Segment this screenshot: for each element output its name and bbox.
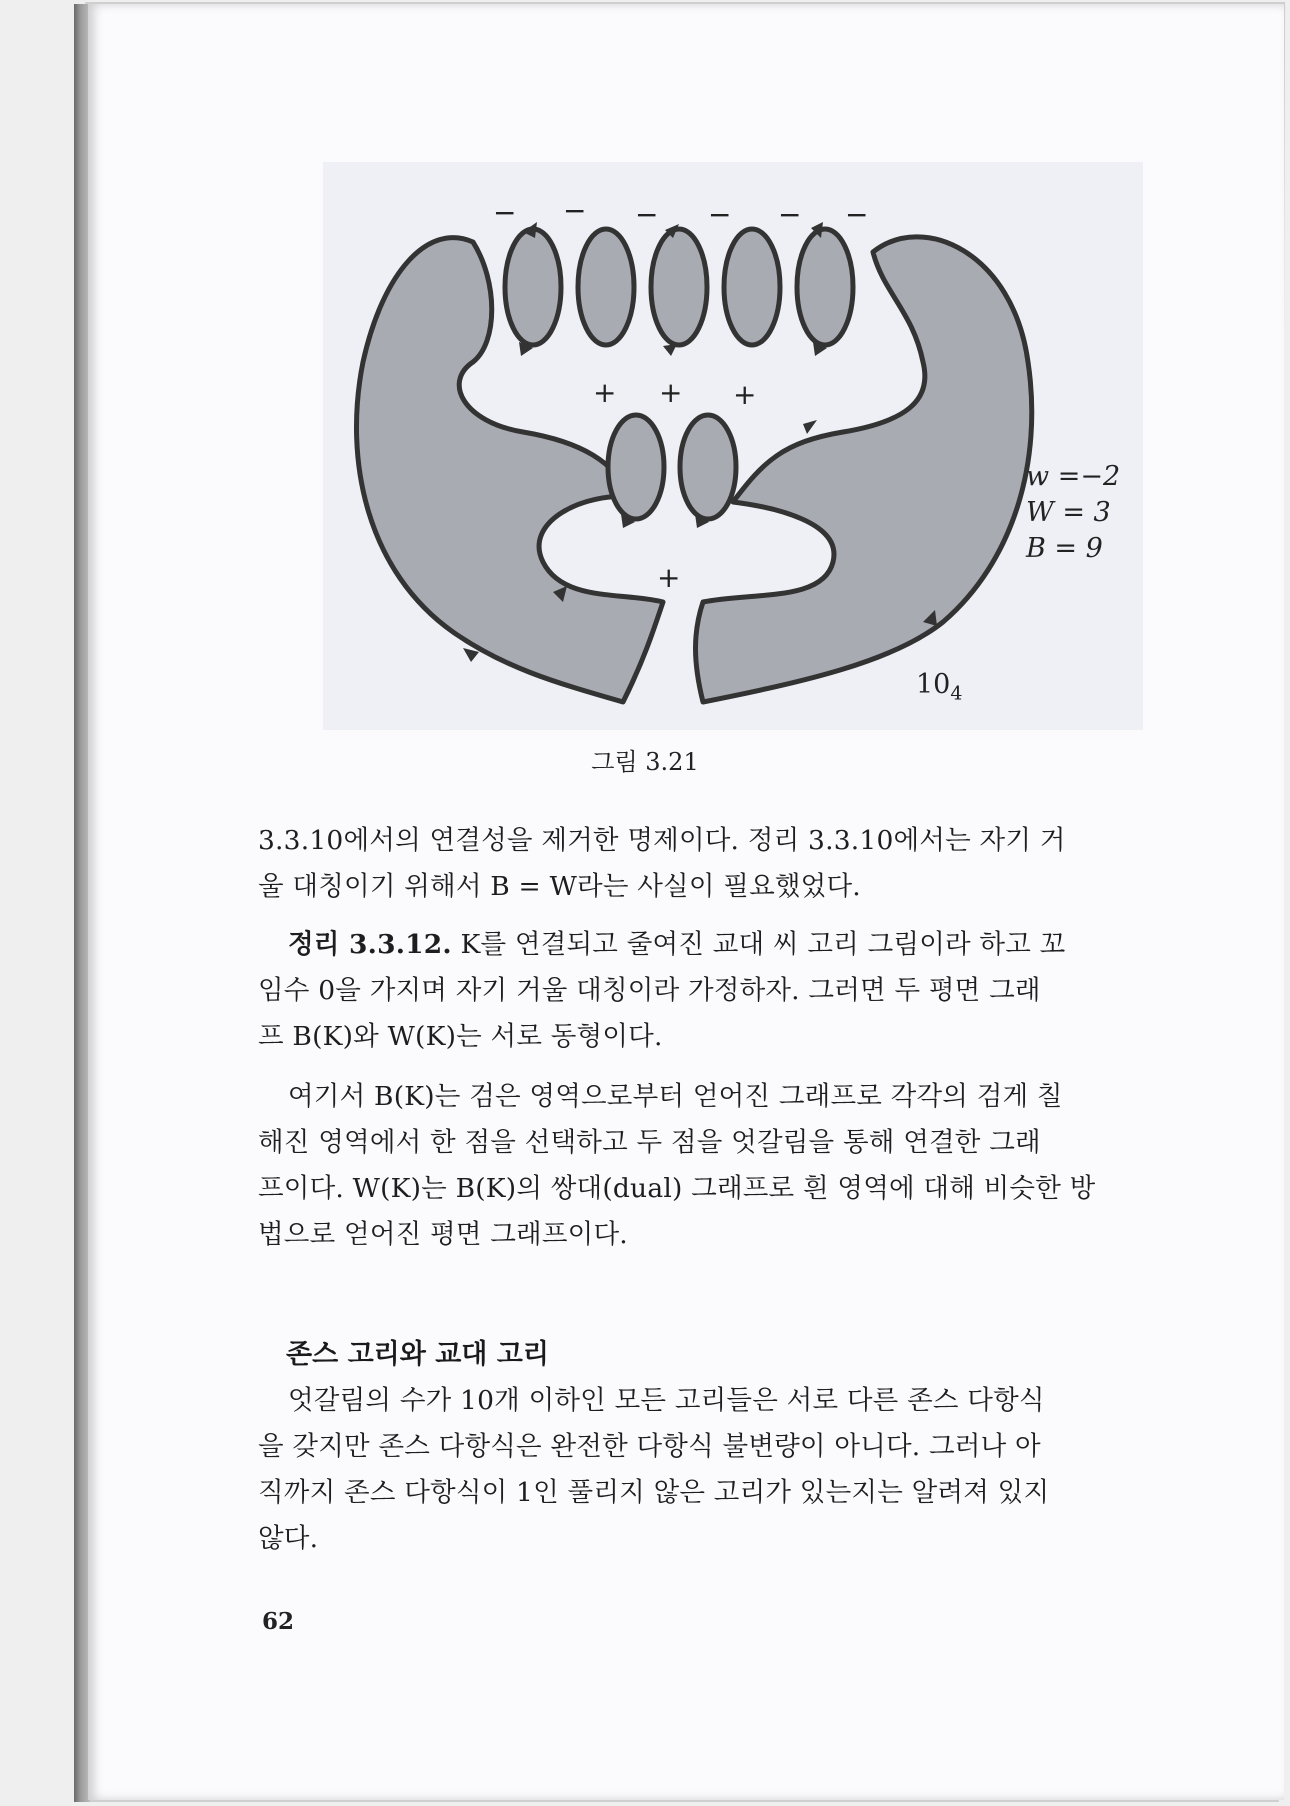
- black-regions-label: B = 9: [1026, 533, 1103, 564]
- plus-sign-3: +: [733, 378, 757, 411]
- paragraph-4-line-2: 을 갖지만 존스 다항식은 완전한 다항식 불변량이 아니다. 그러나 아: [258, 1431, 1041, 1462]
- writhe-label: w =−2: [1026, 461, 1121, 492]
- theorem-line-2: 임수 0을 가지며 자기 거울 대칭이라 가정하자. 그러면 두 평면 그래: [258, 975, 1041, 1006]
- plus-sign-1: +: [593, 376, 617, 409]
- paragraph-3-line-1: [258, 1074, 1138, 1120]
- top-lobe-4: [724, 229, 780, 345]
- paragraph-3-line-4: 법으로 얻어진 평면 그래프이다.: [258, 1219, 628, 1250]
- paragraph-3-line-2: 해진 영역에서 한 점을 선택하고 두 점을 엇갈림을 통해 연결한 그래: [258, 1127, 1041, 1158]
- minus-sign-6: −: [845, 198, 869, 231]
- minus-sign-3: −: [635, 198, 659, 231]
- theorem-label: 정리 3.3.12.: [288, 929, 452, 960]
- theorem-line-1-text: K를 연결되고 줄여진 교대 씨 고리 그림이라 하고 꼬: [451, 929, 1066, 960]
- paragraph-1-line-1: 3.3.10에서의 연결성을 제거한 명제이다. 정리 3.3.10에서는 자기 거: [258, 825, 1066, 856]
- minus-sign-5: −: [778, 198, 802, 231]
- theorem-line-1: [258, 922, 1138, 968]
- mid-lobe-2: [680, 415, 736, 519]
- page-number: 62: [262, 1608, 295, 1635]
- paragraph-1: [258, 818, 1138, 910]
- top-lobe-1: [505, 229, 561, 345]
- paragraph-4-line-3: 직까지 존스 다항식이 1인 풀리지 않은 고리가 있는지는 알려져 있지: [258, 1477, 1050, 1508]
- paragraph-4: [258, 1378, 1138, 1562]
- white-regions-label: W = 3: [1026, 497, 1111, 528]
- top-lobe-5: [797, 229, 853, 345]
- knot-figure: [323, 162, 1143, 730]
- paragraph-1-line-2: 울 대칭이기 위해서 B = W라는 사실이 필요했었다.: [258, 871, 861, 902]
- knot-diagram: [323, 162, 1143, 730]
- theorem-line-3: 프 B(K)와 W(K)는 서로 동형이다.: [258, 1021, 663, 1052]
- top-lobe-2: [578, 229, 634, 345]
- theorem-paragraph: [258, 922, 1138, 1060]
- paragraph-4-line-1-text: 엇갈림의 수가 10개 이하인 모든 고리들은 서로 다른 존스 다항식: [288, 1385, 1045, 1416]
- minus-sign-2: −: [563, 194, 587, 227]
- top-lobe-3: [651, 229, 707, 345]
- figure-caption: 그림 3.21: [591, 748, 699, 776]
- section-heading: 존스 고리와 교대 고리: [286, 1339, 549, 1370]
- knot-name-label: $10_4$: [916, 669, 963, 705]
- paragraph-4-line-4: 않다.: [258, 1523, 319, 1554]
- knot-name-subscript: 4: [950, 682, 963, 705]
- paragraph-3: [258, 1074, 1138, 1258]
- plus-sign-2: +: [659, 376, 683, 409]
- paragraph-4-line-1: [258, 1378, 1138, 1424]
- minus-sign-1: −: [493, 196, 517, 229]
- paragraph-3-line-1-text: 여기서 B(K)는 검은 영역으로부터 얻어진 그래프로 각각의 검게 칠: [288, 1081, 1063, 1112]
- minus-sign-4: −: [708, 198, 732, 231]
- paragraph-3-line-3: 프이다. W(K)는 B(K)의 쌍대(dual) 그래프로 흰 영역에 대해 비슷한 방: [258, 1173, 1096, 1204]
- plus-sign-4: +: [657, 561, 681, 594]
- mid-lobe-1: [608, 415, 664, 519]
